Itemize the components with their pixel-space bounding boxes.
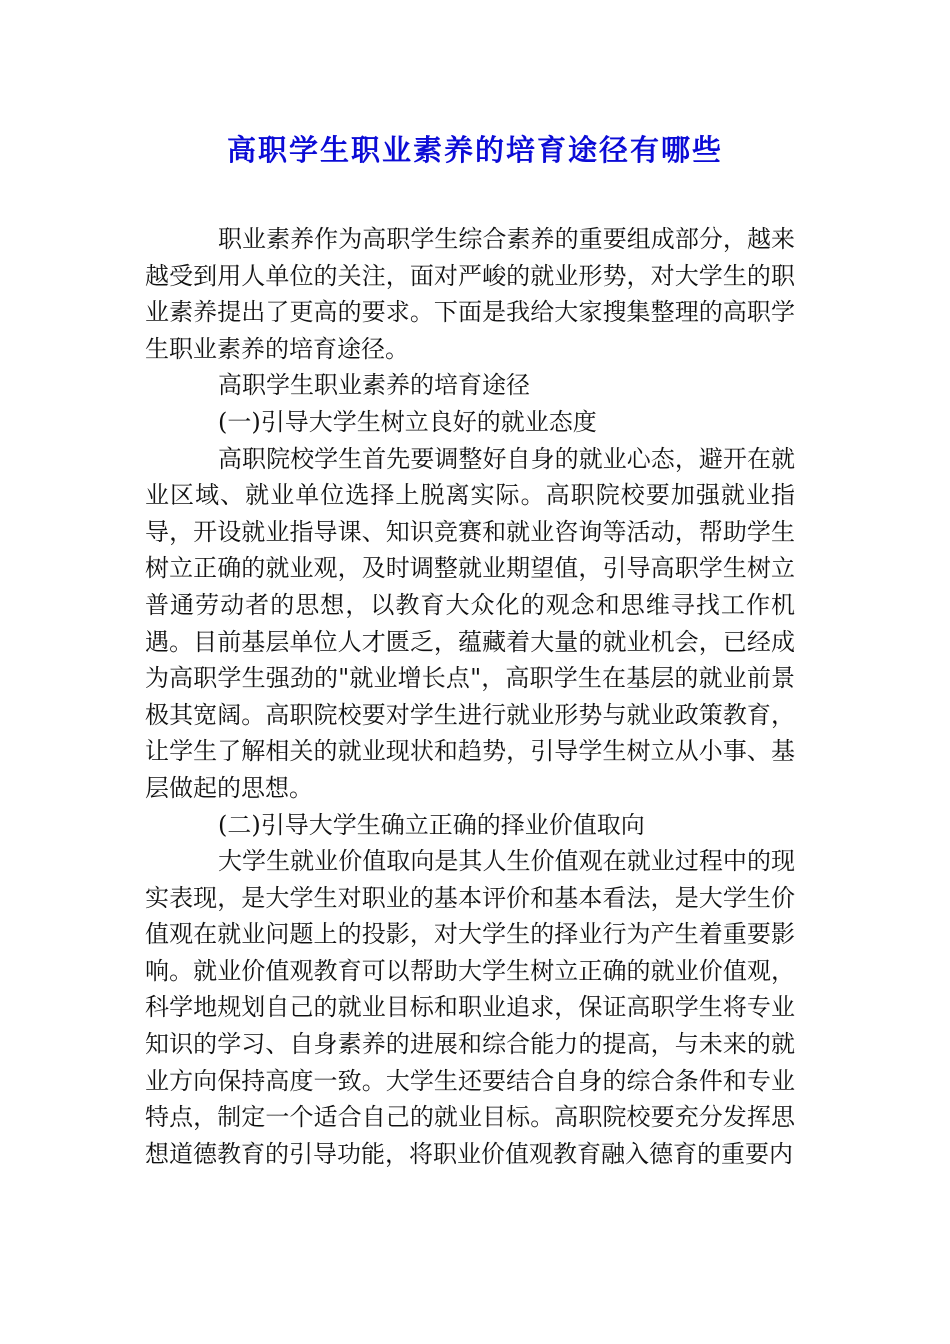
subheading-1: (一)引导大学生树立良好的就业态度: [218, 407, 597, 436]
paragraph-1: 高职院校学生首先要调整好自身的就业心态，避开在就业区域、就业单位选择上脱离实际。高职院校要加强就业指导，开设就业指导课、知识竞赛和就业咨询等活动，帮助学生树立正确的就业观，及时调整就业期望值，引导高职学生树立普通劳动者的思想，以教育大众化的观念和思维寻找工作机遇。目前基层单位人才匮乏，蕴藏着大量的就业机会，已经成为高职学生强劲的"就业增长点"，高职学生在基层的就业前景极其宽阔。高职院校要对学生进行就业形势与就业政策教育，让学生了解相关的就业现状和趋势，引导学生树立从小事、基层做起的思想。: [145, 444, 795, 802]
subheading-2: (二)引导大学生确立正确的择业价值取向: [218, 810, 645, 839]
document-title: 高职学生职业素养的培育途径有哪些: [226, 133, 723, 167]
document-body: [145, 221, 795, 1172]
paragraph-intro: 职业素养作为高职学生综合素养的重要组成部分，越来越受到用人单位的关注，面对严峻的就业形势，对大学生的职业素养提出了更高的要求。下面是我给大家搜集整理的高职学生职业素养的培育途径。: [145, 225, 795, 363]
paragraph-2: 大学生就业价值取向是其人生价值观在就业过程中的现实表现，是大学生对职业的基本评价和基本看法，是大学生价值观在就业问题上的投影，对大学生的择业行为产生着重要影响。就业价值观教育可以帮助大学生树立正确的就业价值观，科学地规划自己的就业目标和职业追求，保证高职学生将专业知识的学习、自身素养的进展和综合能力的提高，与未来的就业方向保持高度一致。大学生还要结合自身的综合条件和专业特点，制定一个适合自己的就业目标。高职院校要充分发挥思想道德教育的引导功能，将职业价值观教育融入德育的重要内: [145, 847, 795, 1168]
section-heading: 高职学生职业素养的培育途径: [218, 371, 530, 400]
